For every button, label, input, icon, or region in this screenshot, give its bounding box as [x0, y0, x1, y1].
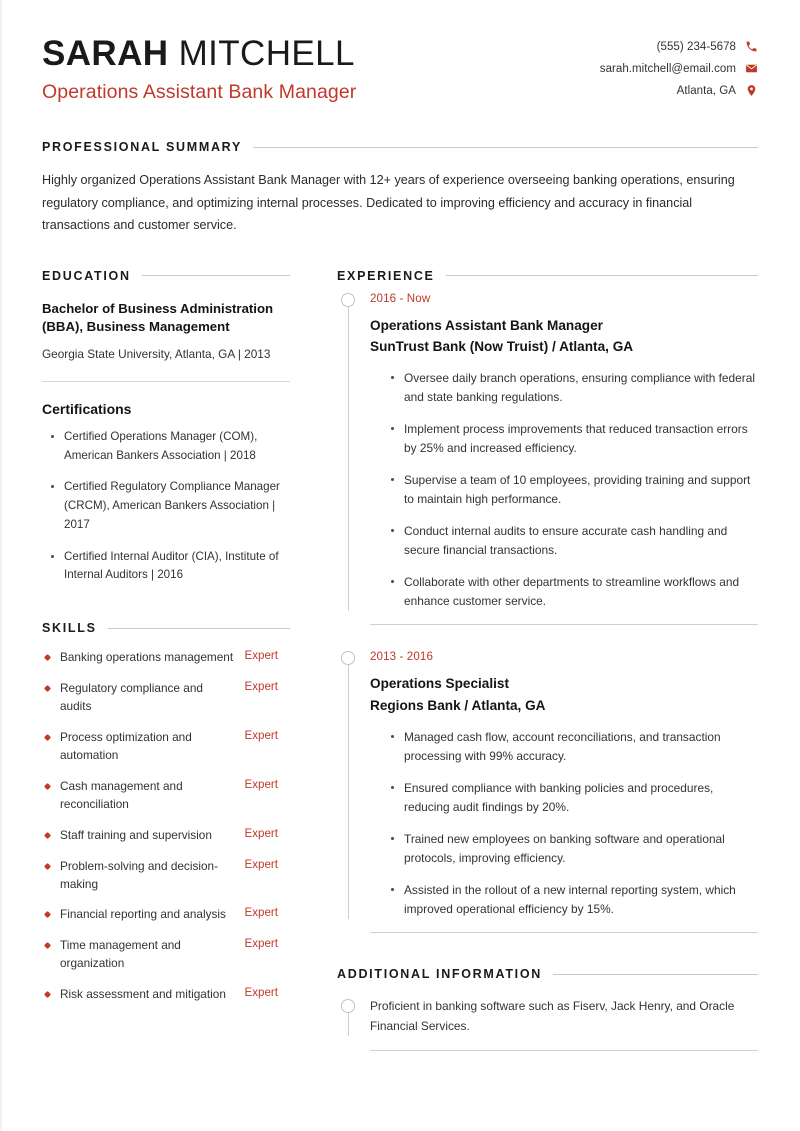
experience-role: Operations Assistant Bank Manager: [370, 317, 603, 333]
skill-item: [42, 858, 290, 894]
skill-item: [42, 729, 290, 765]
skill-item: [42, 906, 290, 924]
heading-rule: [446, 275, 758, 276]
full-name: [42, 36, 356, 72]
skill-bullet-icon: [42, 906, 60, 917]
right-column: [337, 269, 758, 1051]
experience-spacer: [337, 625, 758, 645]
last-name: MITCHELL: [178, 34, 355, 73]
contact-phone-text: (555) 234-5678: [656, 40, 736, 53]
skill-level: Expert: [244, 986, 278, 1000]
additional-information-text: Proficient in banking software such as Fiserv, Jack Henry, and Oracle Financial Services.: [370, 999, 735, 1033]
contact-email-text: sarah.mitchell@email.com: [599, 62, 736, 75]
experience-company: SunTrust Bank (Now Truist) / Atlanta, GA: [370, 339, 634, 355]
list-item: Ensured compliance with banking policies and procedures, reducing audit findings by 20%.: [389, 779, 758, 817]
experience-item: [337, 287, 758, 612]
professional-summary-text: Highly organized Operations Assistant Bank Manager with 12+ years of experience overseeing banking operations, ensuring regulatory compliance, and optimizing internal processes. Dedicated to improving efficiency and accuracy in financial transactions and customer service.: [42, 173, 735, 233]
heading-rule: [553, 974, 758, 975]
list-item: Certified Operations Manager (COM), American Bankers Association | 2018: [42, 428, 290, 466]
professional-summary-heading: [42, 140, 758, 154]
skill-name: Banking operations management: [60, 650, 234, 665]
education-degree: Bachelor of Business Administration (BBA), Business Management: [42, 300, 274, 335]
experience-heading: [337, 269, 758, 283]
experience-section: [337, 269, 758, 934]
skill-level: Expert: [244, 857, 278, 871]
skill-bullet-icon: [42, 937, 60, 948]
education-section: [42, 269, 290, 586]
contact-list: [600, 34, 758, 97]
skill-name: Staff training and supervision: [60, 827, 212, 842]
heading-rule: [108, 628, 290, 629]
skill-level: Expert: [244, 649, 278, 663]
list-item: Certified Internal Auditor (CIA), Institute of Internal Auditors | 2016: [42, 548, 290, 586]
skill-item: [42, 778, 290, 814]
resume-content: [42, 34, 758, 1051]
additional-information-title: ADDITIONAL INFORMATION: [337, 967, 542, 982]
skill-bullet-icon: [42, 729, 60, 740]
skill-bullet-icon: [42, 827, 60, 838]
timeline-line: [348, 651, 349, 919]
skill-item: [42, 937, 290, 973]
certifications-list: [42, 428, 290, 585]
heading-rule: [253, 147, 758, 148]
additional-information-section: [337, 967, 758, 1051]
experience-bullets: [370, 369, 758, 611]
list-item: Collaborate with other departments to streamline workflows and enhance customer service.: [389, 573, 758, 611]
skill-bullet-icon: [42, 778, 60, 789]
contact-email[interactable]: [600, 62, 758, 75]
name-block: [42, 34, 356, 104]
list-item: Assisted in the rollout of a new internal reporting system, which improved operational efficiency by 15%.: [389, 881, 758, 919]
phone-icon: [745, 40, 758, 53]
contact-location-text: Atlanta, GA: [676, 84, 736, 97]
experience-list: [337, 287, 758, 934]
experience-company: Regions Bank / Atlanta, GA: [370, 698, 546, 714]
additional-information-divider: [370, 1050, 758, 1051]
body-columns: [42, 269, 758, 1051]
list-item: Implement process improvements that reduced transaction errors by 25% and increased efficiency.: [389, 420, 758, 458]
left-column: [42, 269, 290, 1005]
skills-section: [42, 621, 290, 1004]
timeline-dot-icon: [341, 651, 355, 665]
professional-summary-section: [42, 140, 758, 236]
education-heading: [42, 269, 290, 283]
skill-item: [42, 986, 290, 1004]
additional-information-heading: [337, 967, 758, 981]
email-icon: [745, 62, 758, 75]
list-item: Conduct internal audits to ensure accurate cash handling and secure financial transactions.: [389, 522, 758, 560]
list-item: Oversee daily branch operations, ensuring compliance with federal and state banking regulations.: [389, 369, 758, 407]
skill-name: Cash management and reconciliation: [60, 778, 183, 811]
skill-item: [42, 649, 290, 667]
education-meta: Georgia State University, Atlanta, GA | 2013: [42, 347, 271, 362]
skill-name: Financial reporting and analysis: [60, 907, 226, 922]
skill-name: Problem-solving and decision-making: [60, 858, 219, 891]
skill-level: Expert: [244, 680, 278, 694]
timeline-dot-icon: [341, 999, 355, 1013]
skill-bullet-icon: [42, 680, 60, 691]
skills-title: SKILLS: [42, 621, 97, 636]
skill-name: Regulatory compliance and audits: [60, 681, 203, 714]
experience-divider: [370, 932, 758, 933]
skill-bullet-icon: [42, 858, 60, 869]
skill-level: Expert: [244, 937, 278, 951]
list-item: Supervise a team of 10 employees, providing training and support to maintain high performance.: [389, 471, 758, 509]
list-item: Certified Regulatory Compliance Manager (CRCM), American Bankers Association | 2017: [42, 478, 290, 534]
skill-bullet-icon: [42, 649, 60, 660]
experience-item: [337, 645, 758, 919]
experience-dates: 2016 - Now: [370, 291, 431, 305]
skills-list: [42, 649, 290, 1004]
skill-item: [42, 680, 290, 716]
contact-location[interactable]: [677, 84, 758, 97]
skills-heading: [42, 621, 290, 635]
education-entry: [42, 300, 290, 364]
skill-name: Time management and organization: [60, 938, 181, 971]
list-item: Managed cash flow, account reconciliations, and transaction processing with 99% accuracy.: [389, 728, 758, 766]
timeline-line: [348, 293, 349, 612]
professional-summary-title: PROFESSIONAL SUMMARY: [42, 140, 242, 155]
skill-level: Expert: [244, 777, 278, 791]
experience-role: Operations Specialist: [370, 676, 510, 692]
skill-item: [42, 827, 290, 845]
location-pin-icon: [745, 84, 758, 97]
skill-level: Expert: [244, 729, 278, 742]
skill-name: Process optimization and automation: [60, 730, 192, 762]
education-title: EDUCATION: [42, 268, 131, 283]
experience-bullets: [370, 728, 758, 919]
skill-level: Expert: [244, 906, 278, 920]
heading-rule: [142, 275, 290, 276]
experience-dates: 2013 - 2016: [370, 650, 433, 664]
list-item: Trained new employees on banking software and operational protocols, improving efficiency.: [389, 830, 758, 868]
certifications-title: Certifications: [42, 400, 132, 417]
first-name: SARAH: [42, 34, 169, 73]
education-divider: [42, 381, 290, 382]
job-title: Operations Assistant Bank Manager: [42, 81, 357, 104]
skill-name: Risk assessment and mitigation: [60, 987, 226, 1002]
experience-title: EXPERIENCE: [337, 268, 435, 283]
skill-bullet-icon: [42, 986, 60, 997]
additional-information-body: [337, 995, 758, 1036]
timeline-dot-icon: [341, 293, 355, 307]
contact-phone[interactable]: [657, 40, 758, 53]
skill-level: Expert: [244, 826, 278, 840]
page-left-edge: [0, 0, 2, 1131]
resume-header: [42, 34, 758, 104]
